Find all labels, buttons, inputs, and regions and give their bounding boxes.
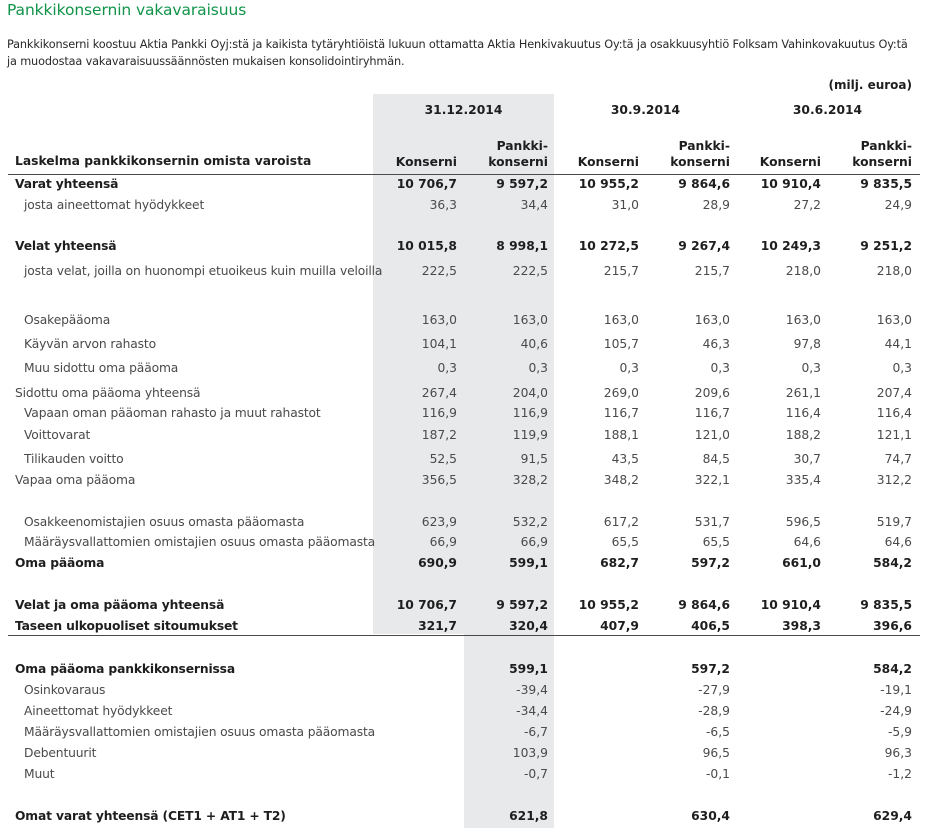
row-value: 335,4 — [785, 473, 821, 487]
row-value: 163,0 — [694, 313, 730, 327]
row-value: 597,2 — [691, 556, 730, 570]
row-value: 0,3 — [528, 361, 548, 375]
row-value: 215,7 — [603, 264, 639, 278]
row-value: 10 706,7 — [396, 177, 457, 191]
row-value: 163,0 — [603, 313, 639, 327]
row-value: 596,5 — [785, 515, 821, 529]
row-value: 65,5 — [611, 535, 639, 549]
row-value: 9 597,2 — [496, 598, 548, 612]
row-value: 531,7 — [694, 515, 730, 529]
row-label: Muut — [24, 767, 55, 781]
row-value: 91,5 — [520, 452, 548, 466]
row-value: 0,3 — [437, 361, 457, 375]
row-value: 66,9 — [520, 535, 548, 549]
row-label: Taseen ulkopuoliset sitoumukset — [15, 619, 238, 633]
table-row — [0, 239, 930, 257]
row-value: 396,6 — [873, 619, 912, 633]
row-value: -28,9 — [698, 704, 730, 718]
column-header-line1: Pankki- — [678, 139, 730, 153]
table-row — [0, 406, 930, 424]
column-header-pankkikonserni — [827, 138, 912, 170]
row-value: 43,5 — [611, 452, 639, 466]
row-label: josta aineettomat hyödykkeet — [24, 198, 205, 212]
row-value: 204,0 — [512, 386, 548, 400]
row-value: -1,2 — [888, 767, 912, 781]
row-value: 116,9 — [421, 406, 457, 420]
column-header-line1: Pankki- — [860, 139, 912, 153]
row-value: 121,1 — [876, 428, 912, 442]
row-value: 406,5 — [691, 619, 730, 633]
table-row — [0, 662, 930, 680]
row-value: -6,5 — [706, 725, 730, 739]
row-value: -5,9 — [888, 725, 912, 739]
row-value: 188,1 — [603, 428, 639, 442]
row-value: 163,0 — [512, 313, 548, 327]
row-label: Omat varat yhteensä (CET1 + AT1 + T2) — [15, 809, 286, 823]
row-value: 9 597,2 — [496, 177, 548, 191]
row-value: 207,4 — [876, 386, 912, 400]
row-label: Oma pääoma pankkikonsernissa — [15, 662, 235, 676]
row-value: 116,9 — [512, 406, 548, 420]
row-value: 24,9 — [884, 198, 912, 212]
row-label: Osakkeenomistajien osuus omasta pääomasta — [24, 515, 305, 529]
row-value: 597,2 — [691, 662, 730, 676]
row-value: 398,3 — [782, 619, 821, 633]
row-value: 64,6 — [884, 535, 912, 549]
table-row — [0, 428, 930, 446]
row-value: 599,1 — [509, 662, 548, 676]
row-value: 9 267,4 — [678, 239, 730, 253]
row-value: 321,7 — [418, 619, 457, 633]
row-value: 121,0 — [694, 428, 730, 442]
column-header-line2: konserni — [852, 155, 912, 169]
row-label: Varat yhteensä — [15, 177, 119, 191]
column-header-line2: konserni — [670, 155, 730, 169]
table-row — [0, 337, 930, 355]
row-value: 97,8 — [793, 337, 821, 351]
row-value: 31,0 — [611, 198, 639, 212]
table-row — [0, 535, 930, 553]
row-label: Velat ja oma pääoma yhteensä — [15, 598, 225, 612]
row-value: 690,9 — [418, 556, 457, 570]
row-value: 0,3 — [801, 361, 821, 375]
row-value: 222,5 — [421, 264, 457, 278]
row-value: 187,2 — [421, 428, 457, 442]
row-label: Debentuurit — [24, 746, 97, 760]
column-header-pankkikonserni — [463, 138, 548, 170]
intro-paragraph: Pankkikonserni koostuu Aktia Pankki Oyj:stä ja kaikista tytäryhtiöistä lukuun ottamatta Aktia Henkivakuutus Oy:tä ja osakkuusyhtiö Folksam Vahinkovakuutus Oy:tä ja muodostaa vakavaraisuussäännösten mukaisen konsolidointiryhmän. — [7, 38, 908, 68]
row-value: 116,7 — [603, 406, 639, 420]
row-label: Oma pääoma — [15, 556, 105, 570]
row-label: josta velat, joilla on huonompi etuoikeus kuin muilla veloilla — [24, 264, 383, 278]
row-label: Tilikauden voitto — [24, 452, 124, 466]
row-value: 519,7 — [876, 515, 912, 529]
table-row — [0, 177, 930, 195]
row-value: 10 015,8 — [396, 239, 457, 253]
row-value: 10 910,4 — [760, 598, 821, 612]
row-value: 9 251,2 — [860, 239, 912, 253]
row-value: -27,9 — [698, 683, 730, 697]
row-label: Määräysvallattomien omistajien osuus omasta pääomasta — [24, 535, 376, 549]
row-value: 218,0 — [785, 264, 821, 278]
row-label: Aineettomat hyödykkeet — [24, 704, 173, 718]
row-value: 163,0 — [876, 313, 912, 327]
table-row — [0, 619, 930, 637]
table-row — [0, 473, 930, 491]
row-label: Osakepääoma — [24, 313, 111, 327]
row-value: 163,0 — [785, 313, 821, 327]
row-value: 10 910,4 — [760, 177, 821, 191]
table-row — [0, 198, 930, 216]
page-title: Pankkikonsernin vakavaraisuus — [7, 1, 247, 19]
header-date-1: 31.12.2014 — [424, 103, 503, 117]
row-value: 407,9 — [600, 619, 639, 633]
row-value: 96,5 — [702, 746, 730, 760]
column-header-konserni: Konserni — [577, 155, 639, 169]
row-value: 621,8 — [509, 809, 548, 823]
row-value: 74,7 — [884, 452, 912, 466]
header-date-3: 30.6.2014 — [792, 103, 863, 117]
row-value: 104,1 — [421, 337, 457, 351]
row-value: 96,3 — [884, 746, 912, 760]
row-value: 312,2 — [876, 473, 912, 487]
column-header-pankkikonserni — [645, 138, 730, 170]
row-value: 222,5 — [512, 264, 548, 278]
row-value: 215,7 — [694, 264, 730, 278]
column-header-konserni: Konserni — [759, 155, 821, 169]
table-row — [0, 386, 930, 404]
row-value: 532,2 — [512, 515, 548, 529]
table-row — [0, 556, 930, 574]
row-value: 218,0 — [876, 264, 912, 278]
row-value: 10 249,3 — [760, 239, 821, 253]
row-value: 66,9 — [429, 535, 457, 549]
column-header-line2: konserni — [488, 155, 548, 169]
row-value: 8 998,1 — [496, 239, 548, 253]
row-value: 103,9 — [512, 746, 548, 760]
row-value: 0,3 — [710, 361, 730, 375]
row-label: Vapaan oman pääoman rahasto ja muut rahastot — [24, 406, 321, 420]
row-label: Osinkovaraus — [24, 683, 106, 697]
row-value: 64,6 — [793, 535, 821, 549]
row-value: 9 835,5 — [860, 598, 912, 612]
row-value: 44,1 — [884, 337, 912, 351]
table-row — [0, 313, 930, 331]
row-label: Määräysvallattomien omistajien osuus omasta pääomasta — [24, 725, 376, 739]
table-row — [0, 515, 930, 533]
table-title: Laskelma pankkikonsernin omista varoista — [15, 154, 312, 168]
column-header-konserni: Konserni — [395, 155, 457, 169]
row-value: -0,7 — [524, 767, 548, 781]
row-value: 119,9 — [512, 428, 548, 442]
table-row — [0, 809, 930, 827]
table-row — [0, 725, 930, 743]
row-value: 105,7 — [603, 337, 639, 351]
row-value: 40,6 — [520, 337, 548, 351]
row-value: 0,3 — [892, 361, 912, 375]
row-value: 630,4 — [691, 809, 730, 823]
table-row — [0, 767, 930, 785]
row-value: 28,9 — [702, 198, 730, 212]
row-label: Sidottu oma pääoma yhteensä — [15, 386, 201, 400]
row-value: 320,4 — [509, 619, 548, 633]
row-label: Muu sidottu oma pääoma — [24, 361, 179, 375]
row-value: -24,9 — [880, 704, 912, 718]
row-label: Vapaa oma pääoma — [15, 473, 136, 487]
row-value: -39,4 — [516, 683, 548, 697]
row-value: 188,2 — [785, 428, 821, 442]
row-value: 661,0 — [782, 556, 821, 570]
row-value: 36,3 — [429, 198, 457, 212]
table-row — [0, 361, 930, 379]
row-value: 30,7 — [793, 452, 821, 466]
column-header-line1: Pankki- — [496, 139, 548, 153]
row-value: 322,1 — [694, 473, 730, 487]
row-value: 629,4 — [873, 809, 912, 823]
row-value: 65,5 — [702, 535, 730, 549]
row-value: 10 955,2 — [578, 598, 639, 612]
row-value: 584,2 — [873, 662, 912, 676]
header-rule — [8, 174, 920, 175]
row-value: 116,4 — [876, 406, 912, 420]
row-value: 623,9 — [421, 515, 457, 529]
table-row — [0, 452, 930, 470]
row-value: 0,3 — [619, 361, 639, 375]
row-value: 9 864,6 — [678, 177, 730, 191]
table-row — [0, 598, 930, 616]
table-row — [0, 264, 930, 282]
row-value: 52,5 — [429, 452, 457, 466]
row-value: -19,1 — [880, 683, 912, 697]
row-label: Velat yhteensä — [15, 239, 117, 253]
row-value: 617,2 — [603, 515, 639, 529]
row-value: 10 706,7 — [396, 598, 457, 612]
row-value: 46,3 — [702, 337, 730, 351]
row-value: 10 955,2 — [578, 177, 639, 191]
row-label: Käyvän arvon rahasto — [24, 337, 156, 351]
row-value: 116,4 — [785, 406, 821, 420]
row-value: 163,0 — [421, 313, 457, 327]
row-value: 27,2 — [793, 198, 821, 212]
row-value: 209,6 — [694, 386, 730, 400]
row-value: 34,4 — [520, 198, 548, 212]
unit-label: (milj. euroa) — [828, 78, 912, 92]
row-value: 599,1 — [509, 556, 548, 570]
row-value: 269,0 — [603, 386, 639, 400]
row-value: 10 272,5 — [578, 239, 639, 253]
table-row — [0, 746, 930, 764]
row-value: 682,7 — [600, 556, 639, 570]
header-date-2: 30.9.2014 — [610, 103, 681, 117]
row-value: 84,5 — [702, 452, 730, 466]
row-value: -0,1 — [706, 767, 730, 781]
row-value: 116,7 — [694, 406, 730, 420]
row-value: 261,1 — [785, 386, 821, 400]
row-value: -6,7 — [524, 725, 548, 739]
row-value: 267,4 — [421, 386, 457, 400]
row-value: -34,4 — [516, 704, 548, 718]
row-value: 328,2 — [512, 473, 548, 487]
table-row — [0, 704, 930, 722]
row-value: 9 864,6 — [678, 598, 730, 612]
row-value: 9 835,5 — [860, 177, 912, 191]
row-value: 356,5 — [421, 473, 457, 487]
table-row — [0, 683, 930, 701]
row-label: Voittovarat — [24, 428, 91, 442]
row-value: 348,2 — [603, 473, 639, 487]
row-value: 584,2 — [873, 556, 912, 570]
